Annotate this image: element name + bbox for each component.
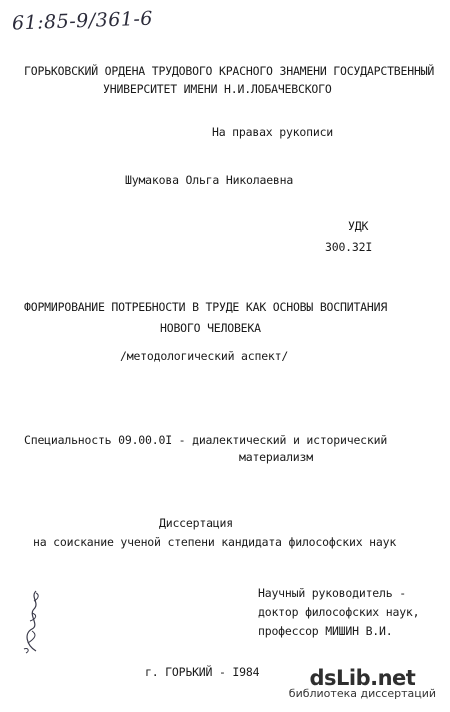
- dslib-logo-text: dsLib.net: [309, 666, 416, 690]
- rights-note: На правах рукописи: [212, 125, 334, 139]
- dslib-watermark: [289, 666, 436, 700]
- udc-label: УДК: [348, 219, 369, 233]
- dissertation-title-line-1: ФОРМИРОВАНИЕ ПОТРЕБНОСТИ В ТРУДЕ КАК ОСНОВЫ ВОСПИТАНИЯ: [24, 300, 388, 314]
- dissertation-subtitle: /методологический аспект/: [120, 349, 289, 363]
- author-name: Шумакова Ольга Николаевна: [125, 173, 294, 187]
- document-type: Диссертация: [159, 516, 233, 530]
- institution-line-2: УНИВЕРСИТЕТ ИМЕНИ Н.И.ЛОБАЧЕВСКОГО: [103, 82, 332, 96]
- udc-code: 300.32I: [325, 240, 373, 254]
- supervisor-line-1: Научный руководитель -: [258, 586, 406, 600]
- specialty-line-1: Специальность 09.00.0I - диалектический и исторический: [24, 433, 388, 447]
- dissertation-title-line-2: НОВОГО ЧЕЛОВЕКА: [160, 321, 261, 335]
- specialty-line-2: материализм: [239, 450, 313, 464]
- watermark-caption: библиотека диссертаций: [288, 687, 436, 700]
- handwritten-signature: [14, 585, 54, 655]
- supervisor-line-2: доктор философских наук,: [258, 605, 420, 619]
- city-year: г. ГОРЬКИЙ - I984: [145, 665, 260, 679]
- supervisor-line-3: профессор МИШИН В.И.: [258, 624, 393, 638]
- degree-line: на соискание ученой степени кандидата философских наук: [33, 535, 397, 549]
- institution-line-1: ГОРЬКОВСКИЙ ОРДЕНА ТРУДОВОГО КРАСНОГО ЗНАМЕНИ ГОСУДАРСТВЕННЫЙ: [24, 64, 435, 78]
- handwritten-catalog-code: 61:85-9/361-6: [11, 7, 154, 35]
